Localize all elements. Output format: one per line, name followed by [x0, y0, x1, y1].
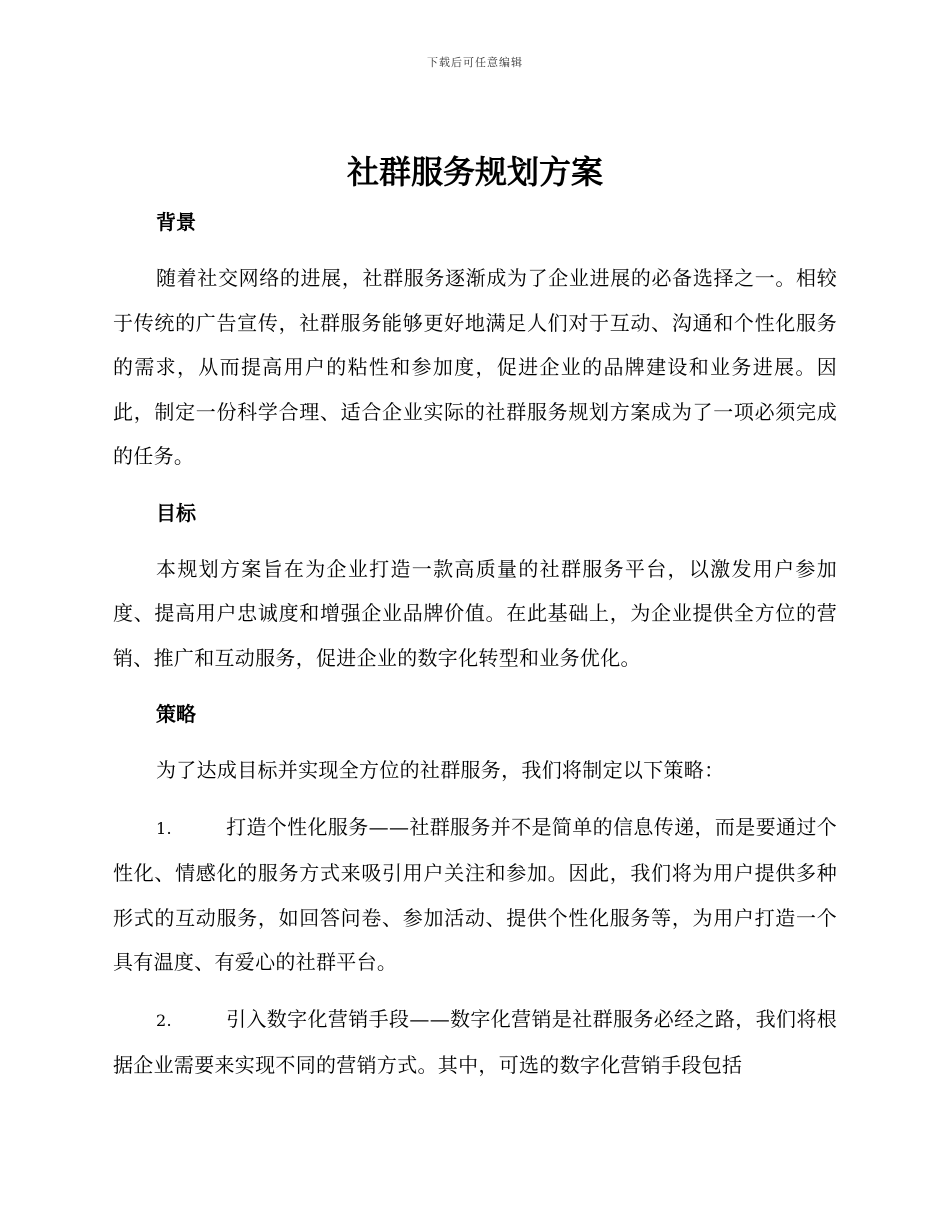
strategy-list-item [113, 805, 837, 985]
goal-paragraph: 本规划方案旨在为企业打造一款高质量的社群服务平台，以激发用户参加度、提高用户忠诚度和增强企业品牌价值。在此基础上，为企业提供全方位的营销、推广和互动服务，促进企业的数字化转型和业务优化。 [113, 556, 837, 670]
page-header-note: 下载后可任意编辑 [427, 56, 523, 69]
strategy-list-item [113, 997, 837, 1088]
section-heading-strategy: 策略 [156, 702, 196, 726]
strategy-intro-paragraph: 为了达成目标并实现全方位的社群服务，我们将制定以下策略： [156, 758, 725, 782]
list-item-text: 引入数字化营销手段——数字化营销是社群服务必经之路，我们将根据企业需要来实现不同的营销方式。其中，可选的数字化营销手段包括 [113, 1006, 837, 1077]
list-item-text: 打造个性化服务——社群服务并不是简单的信息传递，而是要通过个性化、情感化的服务方式来吸引用户关注和参加。因此，我们将为用户提供多种形式的互动服务，如回答问卷、参加活动、提供个性化服务等，为用户打造一个具有温度、有爱心的社群平台。 [113, 814, 837, 974]
document-body [113, 200, 837, 1088]
section-heading-background: 背景 [156, 210, 196, 234]
background-paragraph: 随着社交网络的进展，社群服务逐渐成为了企业进展的必备选择之一。相较于传统的广告宣传，社群服务能够更好地满足人们对于互动、沟通和个性化服务的需求，从而提高用户的粘性和参加度，促进企业的品牌建设和业务进展。因此，制定一份科学合理、适合企业实际的社群服务规划方案成为了一项必须完成的任务。 [113, 266, 837, 468]
document-title: 社群服务规划方案 [346, 153, 603, 191]
list-item-number: 2. [156, 1010, 172, 1030]
section-heading-goal: 目标 [156, 500, 196, 525]
list-item-number: 1. [156, 818, 172, 838]
